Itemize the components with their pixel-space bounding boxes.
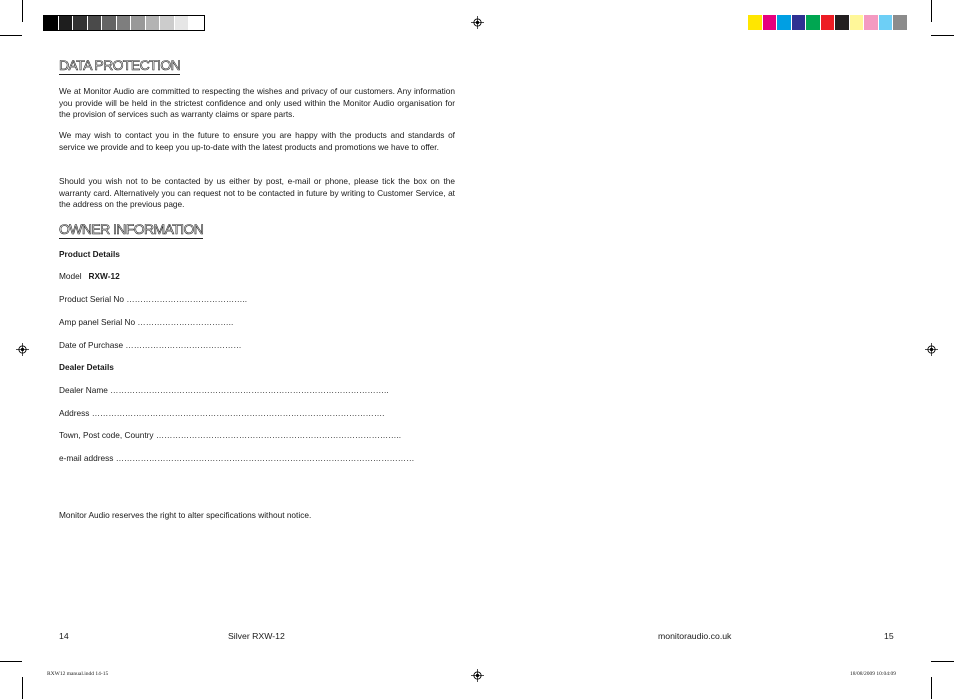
data-protection-paragraph: We at Monitor Audio are committed to respecting the wishes and privacy of our customers. Any information you provide will be held in the strictest confidence and only used within the Monitor Audio organisation for the provision of services such as warranty claims or spare parts.: [59, 86, 455, 119]
crop-mark-bottom-right-v: [931, 677, 932, 699]
color-swatch: [88, 16, 103, 30]
registration-mark-icon: [16, 343, 29, 356]
color-swatch: [879, 15, 894, 30]
dealer-details-label: Dealer Details: [59, 362, 114, 372]
color-swatch: [189, 16, 204, 30]
address-field[interactable]: Address …………………………………………………………………………………………….: [59, 408, 385, 418]
color-swatch: [821, 15, 836, 30]
color-swatch: [44, 16, 59, 30]
color-swatch: [763, 15, 778, 30]
model-label: Model: [59, 271, 82, 281]
crop-mark-bottom-left-v: [22, 677, 23, 699]
color-swatch: [792, 15, 807, 30]
grey-colorbar: [43, 15, 205, 31]
color-swatch: [117, 16, 132, 30]
specification-notice: Monitor Audio reserves the right to alter specifications without notice.: [59, 510, 312, 520]
color-swatch: [777, 15, 792, 30]
color-swatch: [893, 15, 908, 30]
color-swatch: [160, 16, 175, 30]
crop-mark-top-right-h: [931, 35, 954, 36]
crop-mark-top-right-v: [931, 0, 932, 22]
email-address-field[interactable]: e-mail address ………………………………………………………………………………………………: [59, 453, 415, 463]
color-swatch: [748, 15, 763, 30]
product-serial-field[interactable]: Product Serial No ……………………………………..: [59, 294, 248, 304]
product-details-label: Product Details: [59, 249, 120, 259]
crop-mark-top-left-v: [22, 0, 23, 22]
registration-mark-icon: [471, 669, 484, 682]
data-protection-heading: DATA PROTECTION: [59, 57, 181, 73]
color-swatch: [806, 15, 821, 30]
color-swatch: [73, 16, 88, 30]
color-swatch: [864, 15, 879, 30]
cmyk-colorbar: [748, 15, 908, 30]
crop-mark-top-left-h: [0, 35, 22, 36]
town-postcode-country-field[interactable]: Town, Post code, Country ……………………………………………………………………………..: [59, 430, 402, 440]
color-swatch: [175, 16, 190, 30]
left-page-number: 14: [59, 631, 69, 641]
color-swatch: [850, 15, 865, 30]
right-footer-url[interactable]: monitoraudio.co.uk: [658, 631, 732, 641]
color-swatch: [131, 16, 146, 30]
slug-file-name: RXW12 manual.indd 14-15: [47, 671, 109, 677]
color-swatch: [59, 16, 74, 30]
owner-information-heading: OWNER INFORMATION: [59, 221, 204, 237]
right-page-number: 15: [884, 631, 894, 641]
registration-mark-icon: [925, 343, 938, 356]
slug-timestamp: 18/08/2009 10:04:09: [850, 671, 896, 677]
crop-mark-bottom-left-h: [0, 661, 22, 662]
color-swatch: [146, 16, 161, 30]
model-row: [59, 271, 120, 282]
date-of-purchase-field[interactable]: Date of Purchase ……………………………………: [59, 340, 242, 350]
registration-mark-icon: [471, 16, 484, 29]
data-protection-paragraph: Should you wish not to be contacted by us either by post, e-mail or phone, please tick the box on the warranty card. Alternatively you can request not to be contacted in future by writing to Customer Service, at the address on the previous page.: [59, 176, 455, 209]
left-footer-product: Silver RXW-12: [228, 631, 285, 641]
crop-mark-bottom-right-h: [931, 661, 954, 662]
amp-panel-serial-field[interactable]: Amp panel Serial No ……………………………..: [59, 317, 234, 327]
data-protection-paragraph: We may wish to contact you in the future to ensure you are happy with the products and standards of service we provide and to keep you up-to-date with the latest products and promotions we have to offer.: [59, 130, 455, 152]
dealer-name-field[interactable]: Dealer Name ………………………………………………………………………………………..: [59, 385, 389, 395]
model-value: RXW-12: [88, 271, 120, 281]
color-swatch: [835, 15, 850, 30]
color-swatch: [102, 16, 117, 30]
